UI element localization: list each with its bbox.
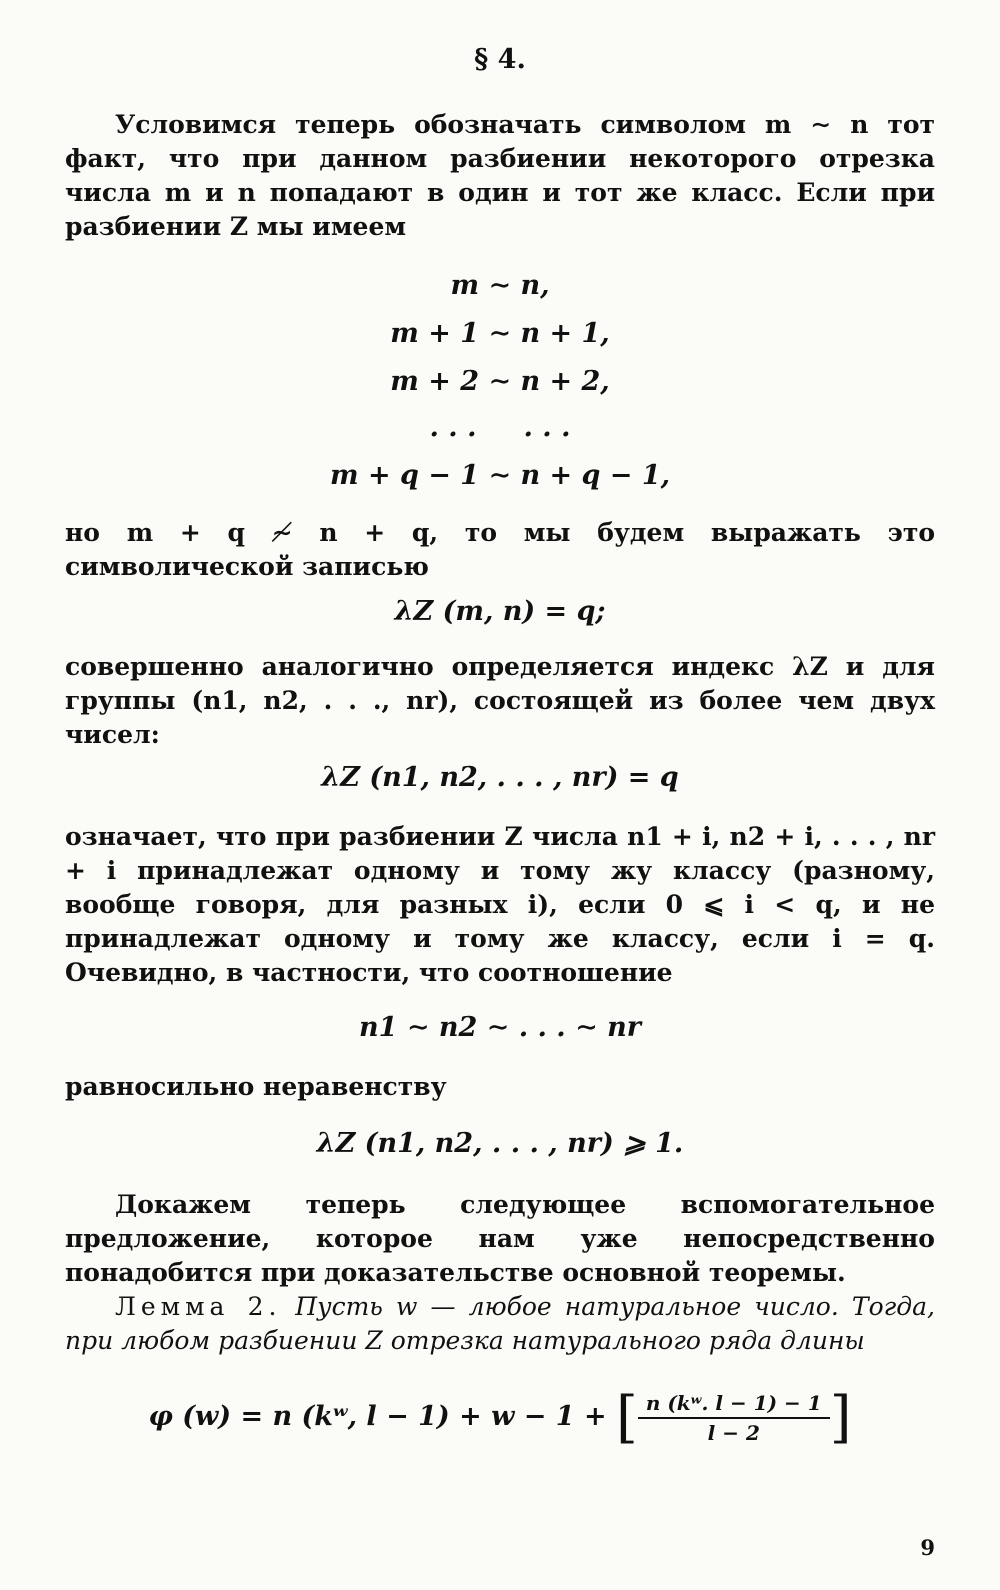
paragraph-1: Условимся теперь обозначать символом m ∼ n тот факт, что при данном разбиении некоторого отрезка числа m и n попадают в один и тот же класс. Если при разбиении Z мы имеем (65, 110, 935, 241)
equation-6 (0, 1385, 1000, 1450)
lemma-2 (65, 1290, 935, 1358)
equation-1-line-1: m ∼ n, (450, 270, 550, 301)
section-heading: § 4. (474, 44, 526, 75)
equation-1-line-3: m + 2 ∼ n + 2, (390, 366, 610, 397)
equation-5: λZ (n1, n2, . . . , nr) ⩾ 1. (316, 1128, 684, 1159)
paragraph-2: но m + q ≁ n + q, то мы будем выражать это символической записью (65, 518, 935, 581)
paragraph-6: Докажем теперь следующее вспомогательное предложение, которое нам уже непосредственно понадобится при доказательстве основной теоремы. (65, 1190, 935, 1287)
equation-3: λZ (n1, n2, . . . , nr) = q (321, 762, 679, 793)
equation-4: n1 ∼ n2 ∼ . . . ∼ nr (359, 1012, 641, 1043)
fraction-numerator: n (kʷ. l − 1) − 1 (638, 1391, 830, 1419)
fraction-denominator: l − 2 (707, 1420, 760, 1445)
lemma-statement: Пусть w — любое натуральное число. Тогда, при любом разбиении Z отрезка натурального ряда длины (65, 1292, 935, 1355)
fraction (638, 1391, 830, 1445)
equation-1-line-5: m + q − 1 ∼ n + q − 1, (329, 460, 671, 491)
equation-1-line-2: m + 1 ∼ n + 1, (390, 318, 610, 349)
paragraph-4: означает, что при разбиении Z числа n1 + i, n2 + i, . . . , nr + i принадлежат одному и тому жу классу (разному, вообще говоря, для разных i), если 0 ⩽ i < q, и не принадлежат одному и тому же классу, если i = q. Очевидно, в частности, что соотношение (65, 822, 935, 987)
equation-2: λZ (m, n) = q; (394, 596, 606, 627)
page-number: 9 (920, 1535, 935, 1560)
right-bracket: ] (829, 1385, 852, 1450)
lemma-label: Лемма 2. (115, 1292, 282, 1321)
equation-6-left: φ (w) = n (kʷ, l − 1) + w − 1 + (148, 1401, 607, 1432)
equation-1-ellipsis: . . . . . . (429, 412, 571, 443)
paragraph-5: равносильно неравенству (65, 1072, 447, 1101)
paragraph-3: совершенно аналогично определяется индекс λZ и для группы (n1, n2, . . ., nr), состоящей из более чем двух чисел: (65, 652, 935, 749)
left-bracket: [ (615, 1385, 638, 1450)
